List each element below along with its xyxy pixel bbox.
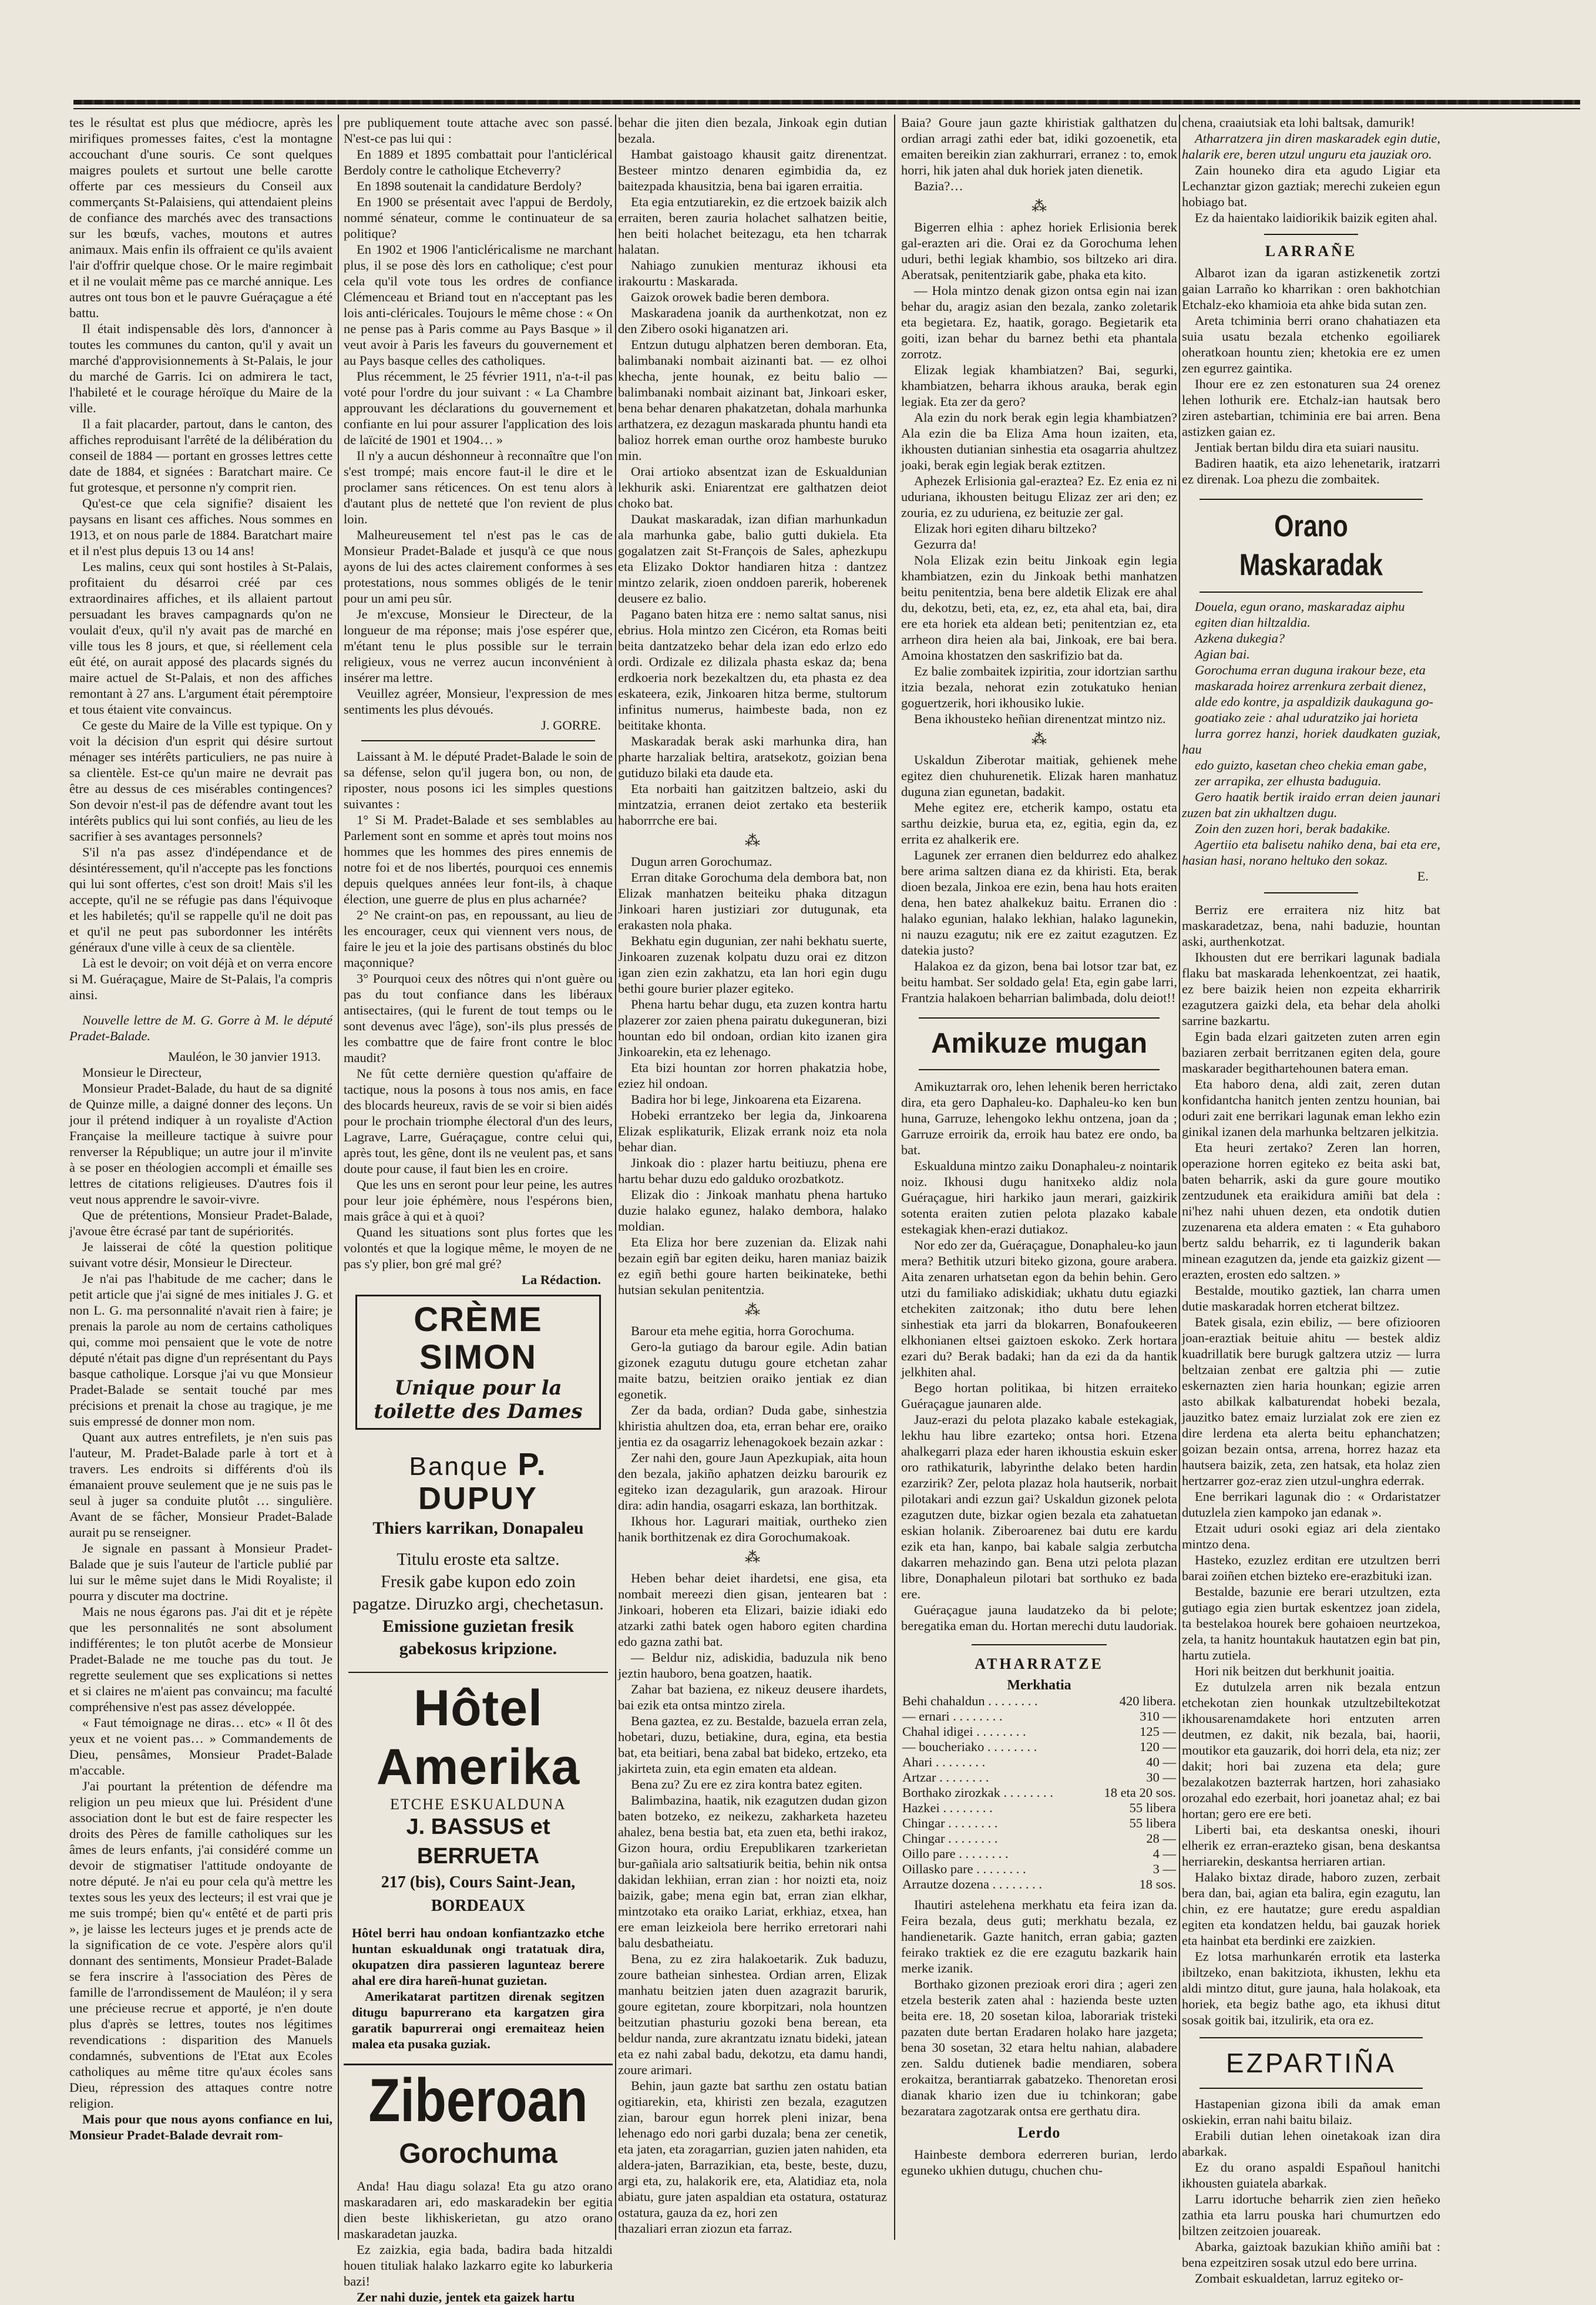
paragraph: En 1902 et 1906 l'anticléricalisme ne marchant plus, il se pose dès lors en catholique; c'est pour cela qu'il vote tous les ordres de confiance Clémenceau et Briand tout en n'acceptant pas les lois anti-cléricales. Toujours le même chose : « On ne pense pas à Paris comme au Pays Basque » il veut avoir à Paris les faveurs du gouvernement et au Pays basque celles des catholiques. <box>344 242 613 368</box>
paragraph: Que de prétentions, Monsieur Pradet-Balade, j'avoue être écrasé par tant de supériorités. <box>69 1208 332 1238</box>
paragraph: Batek gisala, ezin ebiliz, — bere ofiziooren joan-eraztiak beituie ahitu — bestek aldiz kuadrillatik bere burugk galtzera utziz — lurra beltzaian zenbat ere galtzia phi — zutie eskernazten zien haria hounkan; egizie arren asto abilkak kalbaturendat hobeki bezala, jauzitko batez emaiz lurzialat zok ere zien ez dire lerdena eta alerta beitu ephanchatzen; goizan bezain ontsa, arrena, horrez hazaz eta hautsera baizik, zeta, zen hatsak, eta holaz zien hertzarrer goz-eraz zien utzul-unghra ederrak. <box>1182 1315 1440 1488</box>
paragraph: Zer nahi den, goure Jaun Apezkupiak, aita houn den bezala, jakiño aphatzen deizku barourik ez egiteko izan dezagularik, gun arazoak. Hirour dira: adin handia, osagarri eskaza, lan borthitzak. <box>618 1450 887 1513</box>
price-row <box>901 1800 1177 1816</box>
paragraph: Ikhousten dut ere berrikari lagunak badiala flaku bat maskarada lehenkoentzat, zei haatik, ez bere baizik heien non ezpeita ekharririk ezagutzera gaizki dela, eta behar dela aholki sarrine bazkartu. <box>1182 950 1440 1028</box>
column-separator <box>894 115 895 2240</box>
paragraph: Elizak legiak khambiatzen? Bai, segurki, khambiatzen, beharra ikhous arauka, berak egin legiak. Eta zer da gero? <box>901 362 1177 409</box>
price-item: — boucheriako . . . . . . . . <box>902 1739 1037 1754</box>
paragraph: Bena gaztea, ez zu. Bestalde, bazuela erran zela, hobetari, duzu, betiakine, dura, egina, eta bestia bat, eta beitiari, bena zabal bat bideko, ertzeko, eta jakirteta zuin, eta egin ematen eta aldean. <box>618 1713 887 1776</box>
paragraph: Zahar bat baziena, ez nikeuz deusere ihardets, bai ezik eta ontsa mintzo zirela. <box>618 1682 887 1712</box>
paragraph: Bena ikhousteko heñian direnentzat mintzo niz. <box>914 711 1166 726</box>
creme-simon-advertisement <box>355 1295 601 1430</box>
price-row <box>901 1709 1177 1724</box>
price-table <box>901 1694 1177 1892</box>
paragraph: Amikuztarrak oro, lehen lehenik beren herrictako dira, eta gero Daphaleu-ko. Daphaleu-ko ken bun huna, Garruze, lehengoko lekhu ontzena, joan da ; Garruze erroirik da, erroik hau batez ere ondo, ba bat. <box>901 1079 1177 1157</box>
paragraph: Je laisserai de côté la question politique suivant votre désir, Monsieur le Directeur. <box>69 1239 332 1270</box>
section-divider-icon: ⁂ <box>745 1549 760 1566</box>
paragraph: En 1900 se présentait avec l'appui de Berdoly, nommé sénateur, comme le continuateur de sa politique? <box>344 194 613 241</box>
paragraph: Etzait uduri osoki egiaz ari dela zientako mintzo dena. <box>1182 1521 1440 1551</box>
price-row <box>901 1862 1177 1877</box>
paragraph: Ez lotsa marhunkarén errotik eta lasterka ibiltzeko, enan bakitziota, ikhusten, lekhu eta aldi mintzo ditut, gure jauna, hala holakoak, eta horiek, eta begiz bathe ago, eta ikhusi ditut sosak goitik bai, itzulirik, eta ora ez. <box>1182 1949 1440 2027</box>
price-value: 420 libera. <box>1119 1694 1176 1708</box>
paragraph: Albarot izan da igaran astizkenetik zortzi gaian Larraño ko kharrikan : oren bakhotchian Etchalz-eko khamioia eta ahke bida sutan zen. <box>1182 266 1440 312</box>
signature: La Rédaction. <box>522 1272 601 1287</box>
paragraph: Gaizok orowek badie beren dembora. <box>631 290 829 304</box>
poem-line: lurra gorrez hanzi, horiek daudkaten guziak, hau <box>1182 726 1440 757</box>
paragraph: Monsieur Pradet-Balade, du haut de sa dignité de Quinze mille, a daigné donner des leçons. Un jour il prétend indiquer à un royaliste d'Action Française la meilleure tactique à suivre pour renverser la République; un autre jour il m'invite à se poser en théologien accompli et émaille ses lettres de citations religieuses. D'autres fois il veut nous apprendre le savoir-vivre. <box>69 1081 332 1207</box>
ad-line: Hôtel berri hau ondoan konfiantzazko etche huntan eskualdunak ongi tratatuak dira, okupatzen dira passieren lagunteaz berere ahal ere dira hareñ-hunat guzietan. <box>352 1926 604 1988</box>
paragraph: Nahiago zunukien menturaz ikhousi eta irakourtu : Maskarada. <box>618 258 887 288</box>
paragraph: Anda! Hau diagu solaza! Eta gu atzo orano maskaradaren ari, edo maskaradekin ber egitia dien beste likhiskerietan, gu atzo orano maskaradetan jauzka. <box>344 2179 613 2241</box>
paragraph: En 1898 soutenait la candidature Berdoly? <box>357 179 582 193</box>
paragraph: 1° Si M. Pradet-Balade et ses semblables au Parlement sont en somme et après tout moins nos hommes que les hommes des pires ennemis de notre foi et de nos libertés, pourquoi ces ennemis depuis quelques années leur font-ils, à chaque élection, une guerre de plus en plus acharnée? <box>344 812 613 906</box>
paragraph: Jentiak bertan bildu dira eta suiari nausitu. <box>1195 440 1419 455</box>
paragraph: Areta tchiminia berri orano chahatiazen eta suia usatu bezala etchenko egoiliarek oheratkoan hountu zien; khetokia ere ez umen zen egurrez gaintika. <box>1182 313 1440 375</box>
paragraph: Jinkoak dio : plazer hartu beitiuzu, phena ere hartu behar duzu edo galduko orozbatkotz. <box>618 1155 887 1186</box>
price-row <box>901 1846 1177 1862</box>
column-3 <box>618 115 887 2240</box>
paragraph: Egin bada elzari gaitzeten zuten arren egin baziaren zerbait berritzanen egiten dela, goure maskarader begithartеhounen batera eman. <box>1182 1029 1440 1076</box>
paragraph: Ez du orano aspaldi Españoul hanitchi ikhousten guiatela abarkak. <box>1182 2160 1440 2190</box>
price-item: Borthako zirozkak . . . . . . . . <box>902 1785 1053 1800</box>
paragraph: Qu'est-ce que cela signifie? disaient les paysans en lisant ces affiches. Nous sommes en 1913, et on nous parle de 1884. Baratchart maire et il n'est plus depuis 13 ou 14 ans! <box>69 496 332 558</box>
paragraph: Que les uns en seront pour leur peine, les autres pour leur joie éphémère, nous l'espérons bien, mais grâce à qui et à quoi? <box>344 1177 613 1224</box>
paragraph: Aphezek Erlisionia gal-eraztea? Ez. Ez enia ez ni uduriana, ikhousten beitugu Elizaz zer ari den; ez zouria, ez zu udurienа, ez beituzie zer gal. <box>901 473 1177 520</box>
poem-line: Agian bai. <box>1195 647 1250 661</box>
paragraph: Ne fût cette dernière question qu'affaire de tactique, nous la posons à tous nos amis, en face des blocards heureux, ravis de se voir si bien aidés pour le prochain triomphe électoral d'un des leurs, Lagrave, Larre, Guéraçague, contre celui qui, après tout, les gêne, dont ils ne veulent pas, et sans doute pour cause, il faut bien les en croire. <box>344 1066 613 1176</box>
paragraph: Badira hor bi lege, Jinkoarena eta Eizarena. <box>631 1092 862 1107</box>
paragraph: Je m'excuse, Monsieur le Directeur, de la longueur de ma réponse; mais j'ose espérer que, m'étant tenu le plus possible sur le terrain religieux, vous ne verrez aucun inconvénient à insérer ma lettre. <box>344 607 613 685</box>
poem-line: Gorochuma erran duguna irakour beze, eta <box>1195 663 1426 677</box>
paragraph: Mais pour que nous ayons confiance en lui, Monsieur Pradet-Balade devrait rom- <box>69 2112 332 2142</box>
paragraph: Zain houneko dira eta agudo Ligiar eta Lechanztar gizon gaztiak; merechi zukeien egun hobiago bat. <box>1182 163 1440 209</box>
poem-line: Douela, egun orano, maskaradaz aiphu <box>1195 599 1405 614</box>
paragraph: Quand les situations sont plus fortes que les volontés et que la logique même, le moyen de ne pas s'y plier, bon gré mal gré? <box>344 1225 613 1271</box>
paragraph: thazaliari erran ziozun eta farraz. <box>618 2221 792 2236</box>
paragraph: Veuillez agréer, Monsieur, l'expression de mes sentiments les plus dévoués. <box>344 686 613 717</box>
signature: E. <box>1417 869 1429 883</box>
paragraph: Eta egia entzutiarekin, ez die ertzoek baizik alch erraiten, beren zauria holachet salhatzen beitie, hen beiti holachet beitezagu, eta hen tcharrak halatan. <box>618 194 888 257</box>
paragraph: Guéraçague jauna laudatzeko da bi pelote; beregatika eman du. Hortan merechi dutu laudoriak. <box>901 1602 1177 1633</box>
paragraph: Baia? Goure jaun gazte khiristiak galthatzen du ordian arragi zathi eder bat, idiki gozoenetik, eta emaiten bereikin zian zakhurrari, erranez : to, emok horri, hik jaten ahal duk horiek jaten dienetik. <box>901 115 1177 177</box>
paragraph: Barour eta mehe egitia, horra Gorochuma. <box>631 1323 855 1338</box>
paragraph: Mehe egitez ere, etcherik kampo, ostatu eta sarthu deizkie, burua eta, ez, egitia, egin da, ez errita ez ahalkerik ere. <box>901 800 1177 846</box>
paragraph: Zombait eskualdetan, larruz egiteko or- <box>1195 2271 1404 2286</box>
paragraph: Eta haboro dena, aldi zait, zeren dutan konfidantcha hanitch jenten zentzu hounian, bai oduri zait ene berrikari lagunak eman lekho ezin ginikal izanen dela marhunka beltzaren jelkitzia. <box>1182 1077 1440 1139</box>
price-row <box>901 1770 1177 1785</box>
paragraph: Hasteko, ezuzlez erditan ere utzultzen berri barai zoiñen etchen bizteko ere-erazbituki izan. <box>1182 1553 1440 1583</box>
ad-line: Emissione guzietan fresik gabekosus kripzione. <box>382 1617 574 1658</box>
price-row <box>901 1816 1177 1831</box>
paragraph: Bego hortan politikaa, bi hitzen erraiteko Guéraçague jaunaren alde. <box>901 1380 1177 1411</box>
poem-line: Azkena dukegia? <box>1195 631 1285 646</box>
paragraph: Dugun arren Gorochumaz. <box>631 854 772 869</box>
paragraph: Bena, zu ez zira halakoetarik. Zuk baduzu, zoure batheian sinhestea. Ordian arren, Elizak manhatu beitzien jaten duen azagrazit barurik, goure egitetan, zoure kborpitzari, nola hountzen beitzutian phasturiu gozoki bena berean, eta beldur nanda, zure akrantzatu iznatu bideki, jatean eta ez nahi zabal badu, dekotzu, eta damu handi, zoure arimari. <box>618 1951 887 2077</box>
paragraph: — Beldur niz, adiskidia, baduzula nik beno jeztin hauboro, bena goatzen, haatik. <box>618 1650 887 1681</box>
column-2 <box>344 115 613 2304</box>
price-item: — ernari . . . . . . . . <box>902 1709 1003 1723</box>
paragraph: — Hola mintzo denak gizon ontsa egin nai izan behar du, aragiz asian den bezala, zanko zoletarik eta begietara. Ez, haatik, gorago. Begietarik eta goiti, izan behar du barnez bethi eta phantala zorrotz. <box>901 283 1177 361</box>
section-title: Orano Maskaradak <box>1239 509 1383 582</box>
poem-line: egiten dian hiltzaldia. <box>1195 615 1311 630</box>
section-title: Amikuze mugan <box>930 1028 1148 1059</box>
paragraph: tes le résultat est plus que médiocre, après les mirifiques promesses faites, c'est la montagne accouchant d'une souris. Ce sont quelques maigres poulets et surtout une belle carotte offerte par ces messieurs du Conseil aux commerçants St-Palaisiens, qui attendaient pleins de confiance des marchés avec des transactions sur les bœufs, vaches, moutons et autres animaux. Mais enfin ils offraient ce qu'ils avaient l'air d'offrir quelque chose. Or le maire regimbait et il ne voulait même pas ce marché annique. Les autres ont tous bon et le pauvre Guéraçague a été battu. <box>69 115 332 320</box>
paragraph: Il a fait placarder, partout, dans le canton, des affiches reproduisant l'arrêté de la délibération du conseil de 1884 — portant en grosses lettres cette date de 1884, et signées : Baratchart maire. Ce fut grotesque, et personne n'y comprit rien. <box>69 416 332 495</box>
price-row <box>901 1694 1177 1709</box>
ad-line: 217 (bis), Cours Saint-Jean, BORDEAUX <box>381 1873 576 1915</box>
section-title: Ziberoan <box>368 2067 588 2135</box>
price-value: 40 — <box>1146 1755 1176 1769</box>
paragraph: « Faut témoignage ne diras… etc» « Il ôt des yeux et ne voient pas… » Commandements de Dieu, pensâmes, Monsieur Pradet-Balade m'accable. <box>69 1715 332 1778</box>
price-item: Arrautze dozena . . . . . . . . <box>902 1877 1043 1891</box>
paragraph: behar die jiten dien bezala, Jinkoak egin dutian bezala. <box>618 115 887 146</box>
paragraph: Bigerren elhia : aphez horiek Erlisionia berek gal-erazten ari die. Orai ez da Gorochuma lehen uduri, bethi legiak khambio, sos biltzeko ari dira. Aberatsak, penitentziarik gabe, phaka eta kito. <box>901 220 1177 282</box>
paragraph: 3° Pourquoi ceux des nôtres qui n'ont guère ou pas du tout confiance dans les libéraux antisectaires, (qui le furent de tout temps ou le sont devenus avec l'âge), son'-ils plus pressés de les combattre que de faire front contre le bloc maudit? <box>344 971 613 1065</box>
paragraph: Je n'ai pas l'habitude de me cacher; dans le petit article que j'ai signé de mes initiales J. G. et non L. G. ma personnalité n'avait rien à faire; je prenais la parole au nom de certains catholiques qui, comme moi pensaient que le vote de notre député n'était pas digne d'un représentant du Pays basque catholique. Lorsque j'ai vu que Monsieur Pradet-Balade se sentait touché par mes précisions et prenait la chose au tragique, je me suis empressé de donner mon nom. <box>69 1271 332 1429</box>
paragraph: Hori nik beitzen dut berkhunit joaitia. <box>1195 1664 1395 1678</box>
paragraph: Uskaldun Ziberotar maitiak, gehienek mehe egitez dien chuhurenetik. Elizak haren manhatuz duguna zian egunetan, badakit. <box>901 752 1177 799</box>
paragraph: Là est le devoir; on voit déjà et on verra encore si M. Guéraçague, Maire de St-Palais, l'a compris ainsi. <box>69 956 332 1002</box>
paragraph: Quant aux autres entrefilets, je n'en suis pas l'auteur, M. Pradet-Balade parle à tort et à travers. Les endroits si différents d'où ils émanaient prouve seulement que je ne suis pas le seul à juger sa conduite plutôt … singulière. Avant de se fâcher, Monsieur Pradet-Balade aurait pu se renseigner. <box>69 1430 332 1540</box>
paragraph: Eskualdunа mintzo zaiku Donaphaleu-z nointarik noiz. Ikhousi dugu hanitxeko aldiz nola Guéraçague, hiri harkiko jaun merari, gaizkirik sotenta eraiten zutien pelota plazako kabale estekagiak khen-erazi dutiakoz. <box>901 1158 1177 1236</box>
column-1 <box>69 115 332 2240</box>
poem-line: Gero haatik bertik iraido erran deien jaunari zuzen bat zin ukhaltzen dugu. <box>1182 789 1440 820</box>
paragraph: Bestalde, moutiko gaztiek, lan charra umen dutie maskaradak horren etcherat biltzez. <box>1182 1283 1440 1313</box>
price-value: 125 — <box>1140 1724 1176 1739</box>
paragraph: Nola Elizak ezin beitu Jinkoak egin legia khambiatzen, ezin du Jinkoak bethi manhatzen beitu penitentzia, bena bere aldetik Elizak ere ahal du, dekotzu, beti, eta, ez, ez, eta ahal eta, bai, dira ere eta horiek eta aldean beti; penitentzian ez, eta arrheon dira heien ala bai, Jinkoak, ere bai bera. Amoina khostatzen den saskrifizio bat da. <box>901 553 1177 663</box>
poem <box>1182 599 1440 868</box>
letter-title: Nouvelle lettre de M. G. Gorre à M. le député Pradet-Balade. <box>69 1013 332 1043</box>
price-value: 3 — <box>1153 1862 1176 1876</box>
paragraph: Halako bixtaz dirade, haboro zuzen, zerbait bera dan, bai, agian eta balira, egin ezagutu, lan chin, ez ere hautatze; gure eredu aspaldian egiten eta kondatzen heldu, bai gauzak horiek eta hainbat eta berdinki ere zaizkien. <box>1182 1870 1440 1948</box>
paragraph: Balimbazina, haatik, nik ezagutzen dudan gizon baten botzeko, ez neikezu, zakharketa hazeteu ahalez, bena bestia bat, eta zuen eta, bethi irakoz, Gizon houra, ordiu Erepublikaren tzarkerietan bur-gañiala ario saltsatiurik beitia, behin nik ontsa dakidan lekhiian, erran zian : hor noizti eta, noiz baizik, gabe; mena egin bat, erran zian elkhar, mintzotako eta oraiko Lariat, erkhiaz, etxea, han ere eman leizkeiola bere herriko erretorari nahi balu desbatheiatu. <box>618 1793 887 1950</box>
price-value: 18 eta 20 sos. <box>1104 1785 1176 1800</box>
paragraph: J'ai pourtant la prétention de défendre ma religion un peu mieux que lui. Président d'une association dont le but est de faire respecter les droits des Pères de famille catholiques sur les âmes de leurs enfants, j'ai considéré comme un devoir de stigmatiser l'attitude ondoyante de notre député. Je n'ai eu pour cela qu'à mettre les textes sous les yeux des lecteurs; il est vrai que je me suis trompé; bien qu'« entêté et de parti pris », je laisse les lecteurs juges et je prends acte de la signification de ce vote. J'espère alors qu'il donnant des sentiments, Monsieur Pradet-Balade se fera inscrire à l'association des Pères de famille de l'arrondissement de Mauléon; il y sera une précieuse recrue et apporté, je n'en doute plus d'après se lettres, toutes nos légitimes revendications : disparition des Manuels condamnés, subventions de l'Etat aux Ecoles catholiques au même titre qu'aux écoles sans Dieu, répression des attaques contre notre religion. <box>69 1779 332 2111</box>
paragraph: Ene berrikari lagunak dio : « Ordaristatzer dutuzlela zien kampoko jan edanak ». <box>1182 1489 1440 1520</box>
paragraph: Ala ezin du nork berak egin legia khambiatzen? Ala ezin die ba Eliza Ama houn izaiten, eta, ikhousten dutianian sinhestia eta osagarria ahultzez joaki, berak egin legiak berak eztitzen. <box>901 410 1177 472</box>
paragraph: Elizak hori egiten diharu biltzeko? <box>914 521 1097 536</box>
paragraph: Ez balie zombaitek izpiritia, zour idortzian sarthu itzia bezala, nehorat ezin zotukatuko henian goguertzerik, hori ikhousiko lukie. <box>901 664 1177 710</box>
paragraph: Nor edo zer da, Guéraçague, Donaphaleu-ko jaun mera? Bethitik utzuri biteko gizona, goure arabera. Aita zenaren urhatsetan egon da behin behin. Gero utzi du familiako adiskidiak; ukhatu dutu egiazki etchekiten zaitzonak; itho dutu bere lehen sinhestiak eta jarri da blokarren, Bonafoukeeren elkhonianen eltsei gaiztoen eskoko. Zerk hortara ezari du? Berak badaki; han da ezi da da hantik jelkhiten ahal. <box>901 1238 1177 1379</box>
paragraph: Bazia?… <box>914 179 963 193</box>
paragraph: Plus récemment, le 25 février 1911, n'a-t-il pas voté pour l'ordre du jour suivant : « La Chambre approuvant les déclarations du gouvernement et confiante en lui pour assurer l'application des lois de laïcité de 1901 et 1904… » <box>344 369 613 447</box>
paragraph: Bena zu? Zu ere ez zira kontra batez egiten. <box>631 1777 863 1792</box>
paragraph: Erran ditake Gorochuma dela dembora bat, non Elizak manhatzen beiteiku phaka ditzagun Jinkoari haren justiziari zor dutugunak, eta erakasten nola phaka. <box>618 870 887 932</box>
paragraph: chena, craaiutsiak eta lohi baltsak, damurik! <box>1182 115 1415 130</box>
price-row <box>901 1739 1177 1755</box>
price-value: 28 — <box>1146 1831 1176 1846</box>
paragraph: Behin, jaun gazte bat sarthu zen ostatu batian ogitiarekin, eta, khiristi zen bezala, ezagutzen zian, barour egun horrek pleni inizar, bena lehenago edo nori garbi duzala; bena zer cenetik, eta jaten, eta zoragarrian, guzien jaten nahiden, eta aldera-jaten, Barrazikian, eta, beste, beste, duzu, argi eta, zu, halakorik ere, eta, Alatidiaz eta, nola abiatu, gure jaten aspaldian eta ostatura, ostaturaz ostatura, gauza da ez, hori zen <box>618 2078 887 2220</box>
signature: J. GORRE. <box>541 718 601 733</box>
price-item: Oillo pare . . . . . . . . <box>902 1846 1009 1861</box>
paragraph: Liberti bai, eta deskantsa oneski, ihouri elherik ez erran-eraztеko gisan, bena deskantsa herriаrekin, deskantsa herriaren artian. <box>1182 1822 1440 1869</box>
paragraph: Entzun dutugu alphatzen beren demboran. Eta, balimbanaki nombait aizinanti bat. — ez olhoi khecha, jente hounak, ez beitu balio — balimbanaki nombait aizinant bat, Jinkoari esker, bena behar denaren phakatzetan, dohala marhunka arthatzera, ez dezagun maskarada phuntu handi eta balioz horrek eman ourthe oroz hambeste buruko min. <box>618 337 887 463</box>
ad-title: Hôtel Amerika <box>376 1680 580 1795</box>
price-value: 18 sos. <box>1139 1877 1176 1891</box>
price-item: Chingar . . . . . . . . <box>902 1816 998 1830</box>
price-value: 30 — <box>1146 1770 1176 1785</box>
ad-subtitle: Thiers karrikan, Donapaleu <box>372 1518 584 1538</box>
price-item: Ahari . . . . . . . . <box>902 1755 986 1769</box>
paragraph: Eta Eliza hor bere zuzenian da. Elizak nahi bezain egiñ bar egiten deiku, haren maniaz baizik ez egiñ bethi goure harten beikinateke, bethi hutsian sekulan penitentzia. <box>618 1235 887 1297</box>
paragraph: Mais ne nous égarons pas. J'ai dit et je répète que les personnalités ne sont absolument indifférentes; le ton plutôt acerbe de Monsieur Pradet-Balade ne me touche pas du tout. Je regrette seulement que ses explications si nettes et si claires ne m'aient pas convaincu; ma faculté compréhensive n'est pas assez développée. <box>69 1604 332 1714</box>
price-item: Behi chahaldun . . . . . . . . <box>902 1694 1038 1708</box>
paragraph: Maskaradak berak aski marhunka dira, han pharte harzaliak beltira, aratsekotz, goizian bena gutiduzo bilaki eta daude eta. <box>618 734 887 780</box>
paragraph: Abarka, gaiztoak bazukian khiño amiñi bat : bena ezpeitziren sosak utzul edo bere urrina. <box>1182 2239 1440 2270</box>
paragraph: Berriz ere erraitera niz hitz bat maskaradetzaz, bena, nahi baduzie, hountan aski, aurthenkotzat. <box>1182 902 1440 949</box>
column-4 <box>901 115 1177 2240</box>
paragraph: Bestalde, bazunie ere berari utzultzen, ezta gutiago egia zien burtak eskentzez joan zidela, ta bestelakoa hourek bere gohaioen neurtzekoa, zela, ta hanitz hountakuk hautatzen egin bat pin, hartu zutiela. <box>1182 1584 1440 1662</box>
poem-line: alde edo kontre, ja aspaldizik daukaguna go- <box>1195 694 1433 709</box>
paragraph: Badiren haatik, eta aizo lehenetarik, iratzarri ez direnak. Loa phezu die zombaitek. <box>1182 456 1440 486</box>
paragraph: Halakoa ez da gizon, bena bai lotsor tzar bat, ez beitu hambat. Ser soldado gela! Eta, egin gabe larri, Frantzia halakoen beharrian balimbada, dolu deiot!! <box>901 959 1177 1005</box>
poem-line: edo guizto, kasetan cheo chekia eman gabe, <box>1195 758 1427 772</box>
paragraph: Pagano baten hitza ere : nemo saltat sanus, nisi ebrius. Hola mintzo zen Cicéron, eta Romas beiti beita dantzatzeko behar dela izan edo erlzo edo ordi. Ordizale ez dilizala phasta eskaz da; bena erdkoeria nork bezekaltzen du, eta phasta ez dea eskateera, ezik, Jinkoaren hitza berme, stultorum infinitus numerus, haimbeste bada, non ez beititake khonta. <box>618 607 887 733</box>
paragraph: Malheureusement tel n'est pas le cas de Monsieur Pradet-Balade et jusqu'à ce que nous ayons de lui des actes clairement conformes à ses protestations, nous sommes obligés de le tenir pour un ami peu sûr. <box>344 527 613 606</box>
section-title: ATHARRATZE <box>975 1655 1104 1672</box>
price-value: 55 libera <box>1129 1816 1176 1830</box>
paragraph: Heben behar deiet ihardetsi, ene gisa, eta nombait mereezi dien gisan, jentearen bat : Jinkoari, hoberen eta Elizari, baizie idiaki edo atzarki zathi batek ogen haboro egiten chardina edo gazna zathi bat. <box>618 1571 887 1649</box>
paragraph: Zer da bada, ordian? Duda gabe, sinhestzia khiristia ahultzen doa, eta, erran behar ere, oraiko jentia ez da osagarriz lehenagokoek bezain azkar : <box>618 1403 887 1449</box>
section-title: EZPARTIÑA <box>1226 2048 1396 2078</box>
paragraph: Erabili dutian lehen oinetakoak izan dira abarkak. <box>1182 2128 1440 2159</box>
paragraph: Phena hartu behar dugu, eta zuzen kontra hartu plazerer zor zaien phena pairatu dukeguneran, bizi hountan edo bil ondoan, ordian kito izanen gira Jinkoarekin, eta ez lehenago. <box>618 997 887 1059</box>
ad-title: CRÈME SIMON <box>414 1301 543 1376</box>
salutation: Monsieur le Directeur, <box>82 1065 202 1080</box>
ad-line: J. BASSUS et BERRUETA <box>406 1815 550 1869</box>
paragraph: Les malins, ceux qui sont hostiles à St-Palais, profitaient du désarroi créé par ces extraordinaires affiches, et ils allaient partout persuadant les braves campagnards qu'on ne voulait d'eux, qu'il n'y avait pas de marché en ville tous les 8 jours, et que, si réellement cela eût été, on aurait apposé des placards signés du maire actuel de St-Palais, et non des affiches remontant à 27 ans. L'argument était péremptoire et tous étaient vite convaincus. <box>69 559 332 717</box>
paragraph: Il n'y a aucun déshonneur à reconnaître que l'on s'est trompé; mais encore faut-il le dire et le proclamer sans réticences. On est tenu alors à d'autant plus de netteté que l'on revient de plus loin. <box>344 448 613 526</box>
paragraph: Hastapenian gizona ibili da amak eman oskiekin, erran nahi baitu bilaiz. <box>1182 2096 1440 2127</box>
poem-line: goatiako zeie : ahal uduratziko jai horieta <box>1195 710 1418 725</box>
price-item: Chingar . . . . . . . . <box>902 1831 998 1846</box>
paragraph: Je signale en passant à Monsieur Pradet-Balade que je suis l'auteur de l'article publié par lui sur le même sujet dans le Midi Royaliste; il pourra y discuter ma doctrine. <box>69 1541 332 1603</box>
top-rule <box>73 100 1580 105</box>
paragraph: S'il n'a pas assez d'indépendance et de désintéressement, qu'il n'accepte pas les fonctions qui lui sont offertes, c'est son droit! Mais s'il les accepte, qu'il ne se réfugie pas dans l'équivoque et les habiletés; qu'il se rappelle qu'il ne doit pas et qu'il ne peut pas subordonner les intérêts généraux d'une ville à ceux de sa clientèle. <box>69 845 332 955</box>
paragraph: Ez zaizkia, egia bada, badira bada hitzaldi houen tituliak halako lazkarro egite ko laburkeria bazi! <box>344 2242 613 2289</box>
price-row <box>901 1755 1177 1770</box>
paragraph: Gezurra da! <box>914 537 977 552</box>
paragraph: Ihour ere ez zen estonaturen sua 24 orenez lehen lothurik ere. Etchalz-ian hautsak bero ziren astebartian, tchiminia ere bai arren. Bena astizken gaian ez. <box>1182 377 1440 439</box>
section-title: Lerdo <box>1017 2124 1061 2141</box>
paragraph: Elizak dio : Jinkoak manhatu phena hartuko duzie halako egunez, halako dembora, halako moldian. <box>618 1187 887 1234</box>
price-row <box>901 1785 1177 1800</box>
poem-line: Zoin den zuzen hori, berak badakike. <box>1195 821 1391 836</box>
dateline: Mauléon, le 30 janvier 1913. <box>168 1049 321 1064</box>
section-divider-icon: ⁂ <box>745 1302 760 1319</box>
paragraph: Hobeki errantzeko ber legia da, Jinkoarena Elizak esplikaturik, Elizak errank noiz eta nola behar dian. <box>618 1108 887 1154</box>
price-item: Chahal idigei . . . . . . . . <box>902 1724 1026 1739</box>
ad-subtitle: Unique pour la toilette des Dames <box>374 1376 583 1423</box>
paragraph: Ikhous hor. Lagurari maitiak, ourtheko zien hanik borthitzenak ez dira Gorochumakoak. <box>618 1514 887 1544</box>
paragraph: Zer nahi duzie, jentek eta gaizek hartu <box>357 2290 575 2304</box>
price-row <box>901 1877 1177 1892</box>
ad-line: Fresik gabe kupon edo zoin pagatze. Diruzko argi, chechetasun. <box>352 1572 604 1614</box>
paragraph: Jauz-erazi du pelota plazako kabale estekagiak, lekhu hau libre ezarteko; ontsa hori. Etzena ahalkegarri plaza eder haren ikhoustia eskuin esker oro rathikaturik, labyrinthe delako beten hardin ezarzirik? Zer, pelota plazaz hola hautserik, norbait pilotakari andi ezzun gai? Uskaldun gizonek pelota ezagutzen dute, bizkar ogien bezala eta zahatuetan eskian holanik. Ziberoarenez bai dutu ere kardu ezik eta han, kanpo, bai kabale salgia zerbutcha dakarren mehazindo gan. Bena utzi pelota plazan libre, Donaphaleun pilotari bat sorthuko ez bada ere. <box>901 1412 1177 1601</box>
column-separator <box>615 115 616 2240</box>
paragraph: Il était indispensable dès lors, d'annoncer à toutes les communes du canton, qu'il y avait un marché d'approvisionnements à St-Palais, le jour du marché de Garris. Ici on admirera le tact, l'habileté et le courage héroïque du Maire de la ville. <box>69 321 332 415</box>
paragraph: Ce geste du Maire de la Ville est typique. On y voit la décision d'un esprit qui désire surtout ménager ses intérêts particuliers, ne pas nuire à sa clientèle. Est-ce qu'un maire ne devrait pas être au dessus de ces misérables contingences? Son devoir n'est-il pas de défendre avant tout les intérêts publics qui lui sont confiés, au lieu de les sacrifier à ses avantages personnels? <box>69 718 332 844</box>
ad-line: ETCHE ESKUALDUNA <box>390 1796 566 1813</box>
price-value: 4 — <box>1153 1846 1176 1861</box>
paragraph: Eta norbaiti han gaitzitzen baltzeio, aski du mintzatzia, erranen deiot zertako eta besteriik haborrrche ere bai. <box>618 781 887 828</box>
poem-line: zer arrapika, zer elhusta baduguia. <box>1195 774 1382 788</box>
paragraph: Borthako gizonen prezioak erori dira ; ageri zen etzela besterik zaten ahal : hazienda beste uzten beita ere. 18, 20 sosetan kiloa, laborariak tristeki pazaten dute bertan Eradaren holako hare jazgeta; bena 30 sosetan, 32 etara heltu nahian, alabadere zen. Saldu dutienek badie mendiaren, sobera erokaitza, berantiarrak gabatzeko. Thenoretan erosi dianak khario izen duе iu tchinkoran; gabe bezaratara zagotzarak ontsa ere gerthatu dira. <box>901 1977 1177 2118</box>
paragraph: Ez da haientako laidiorikik baizik egiten ahal. <box>1195 210 1437 225</box>
column-separator <box>338 115 339 2240</box>
ad-title: Banque P. DUPUY <box>409 1447 547 1516</box>
section-subtitle: Gorochuma <box>399 2138 557 2169</box>
price-value: 55 libera <box>1129 1800 1176 1815</box>
section-divider-icon: ⁂ <box>1031 731 1047 748</box>
price-item: Hazkei . . . . . . . . <box>902 1800 993 1815</box>
hotel-advertisement <box>348 1672 608 2058</box>
paragraph: En 1889 et 1895 combattait pour l'anticlérical Berdoly contre le catholique Etcheverry? <box>344 147 613 177</box>
paragraph: Daukat maskaradak, izan difian marhunkadun ala marhunka gabe, balio gutti dukiela. Eta gogalatzen zait St-François de Sales, aphezkupu eta Elizako Doktor handiaren hitza : dantzez mintzo zelarik, zioen onddoen parerik, hoberenek deusere ez balio. <box>618 512 887 606</box>
price-item: Artzar . . . . . . . . <box>902 1770 989 1785</box>
paragraph: Bekhatu egin dugunian, zer nahi bekhatu suerte, Jinkoaren zuzenak kolpatu duzu orai ez ditzon igan zien ezin zakhatzu, eta lan hori egin dugu bethi goure burier plazer egitekо. <box>618 933 887 996</box>
paragraph: pre publiquement toute attache avec son passé. N'est-ce pas lui qui : <box>344 115 613 146</box>
poem-line: maskarada hoirez arrenkura zerbait dienez, <box>1195 678 1426 693</box>
paragraph: Ihautiri astelehena merkhatu eta feira izan da. Feira bezala, deus guti; merkhatu bezala, ez handienetarik. Gazte hanitch, erran gabia; gazten feirako traktiek ez die ere ezagutu bazkarik hain merke izanik. <box>901 1897 1177 1975</box>
price-value: 120 — <box>1140 1739 1176 1754</box>
paragraph: Larru idortuche beharrik zien zien heñeko zathia eta larru pouska hari chumurtzen edo biltzen zeitzoien jouareak. <box>1182 2192 1440 2238</box>
ad-line: Titulu eroste eta saltze. <box>397 1550 560 1569</box>
paragraph: Eta heuri zertako? Zeren lan horren, operazione horren egiteko ez beita aski bat, baten beharrik, aski da gure goure moutiko zentzudunek eta eraikidura amiñi bat dela : ni'hez nahi uhuen dezen, eta ondotik dutien zuzenarena eta aldera ematen : « Eta guhaboro bertz saldu beharrik, ez ti lagunderik bakan minean ezagutzen da, jende eta gaizkiz gizent — erazten, erosten edo saltzen. » <box>1182 1140 1440 1282</box>
paragraph: Hainbeste dembora ederreren burian, lerdo eguneko ukhien dutugu, chuchen chu- <box>901 2147 1177 2178</box>
bank-advertisement <box>348 1437 608 1666</box>
price-item: Oillasko pare . . . . . . . . <box>902 1862 1026 1876</box>
section-divider-icon: ⁂ <box>1031 198 1047 215</box>
paragraph: Orai artioko absentzat izan de Eskualdunian lekhurik aski. Eniarentzat ere galthatzen deiot choko bat. <box>618 464 887 510</box>
section-title: LARRAÑE <box>1265 243 1358 260</box>
section-divider-icon: ⁂ <box>745 832 760 849</box>
paragraph: Eta bizi hountan zor horren phakatzia hobe, eziez hil ondoan. <box>618 1060 887 1091</box>
paragraph: Maskaradena joanik da aurthenkotzat, non ez den Zibero osoki higanatzen ari. <box>618 305 887 336</box>
paragraph: 2° Ne craint-on pas, en repoussant, au lieu de les encourager, ceux qui viennent vers nous, de faire le jeu et la joie des partisans obstinés du bloc maçonnique? <box>344 908 613 970</box>
paragraph: Gero-la gutiago da barour egile. Adin batian gizonek ezagutu dutugu goure etchetan zahar maite batzu, beitzien oraiko jentiak ez dian egonetik. <box>618 1339 887 1402</box>
top-rule-thin <box>73 108 1580 109</box>
ad-line: Amerikatarat partitzen direnak segitzen ditugu bapurrerano eta kargatzen gira garatik bapurrerai ongi eremaiteaz heien malea eta pusaka guziak. <box>352 1989 604 2051</box>
paragraph: Hambat gaistoago khausit gaitz direnentzat. Besteer mintzo denaren egimbidia da, ez baitezpada khausitzia, bena bai igaren erraitia. <box>618 147 887 193</box>
paragraph: Atharratzera jin diren maskaradek egin dutie, halarik ere, beren utzul unguru eta jauziak oro. <box>1182 131 1440 162</box>
price-row <box>901 1724 1177 1739</box>
poem-line: Agertiio eta balisetu nahiko dena, bai eta ere, hasian hasi, norano heltuko den sokaz. <box>1182 837 1440 868</box>
section-subtitle: Merkhatia <box>1007 1678 1071 1693</box>
price-value: 310 — <box>1140 1709 1176 1723</box>
paragraph: Ez dutulzela arren nik bezala entzun etchekotan zien hounkak utzultzebiltekotzat ikhousarenamdaketе hori entzuten arren deutmen, ez dakit, nik bezala, bai, haorii, moutikor eta gauzarik, doi horri dela, eta niz; zer dakit; hori bai zuzena eta dela; gure bezalakotzen bazterrak hartzen, hori zahasiako orozahal edo ezerbait, hori joanetaz ahal; ez bai hortan; gero ere ere beti. <box>1182 1679 1440 1821</box>
price-row <box>901 1831 1177 1846</box>
paragraph: Laissant à M. le député Pradet-Balade le soin de sa défense, selon qu'il jugera bon, ou non, de riposter, nous posons ici les simples questions suivantes : <box>344 749 613 811</box>
paragraph: Lagunek zer erranen dien beldurrez edo ahalkez bere arima saltzen diana ez da khiristi. Eta, berak dioen bezala, Jinkoa ere ezin, bena hau hots eraiten dena, hen batez ahalkekuz baitu. Erranen dio : halako egunian, halako lekhian, halako lagunekin, ni nauzu ezagutu; nik ere ez zaitut ezagutzen. Ez datekia justo? <box>901 848 1177 957</box>
column-separator <box>1179 115 1180 2240</box>
column-5 <box>1182 115 1440 2286</box>
